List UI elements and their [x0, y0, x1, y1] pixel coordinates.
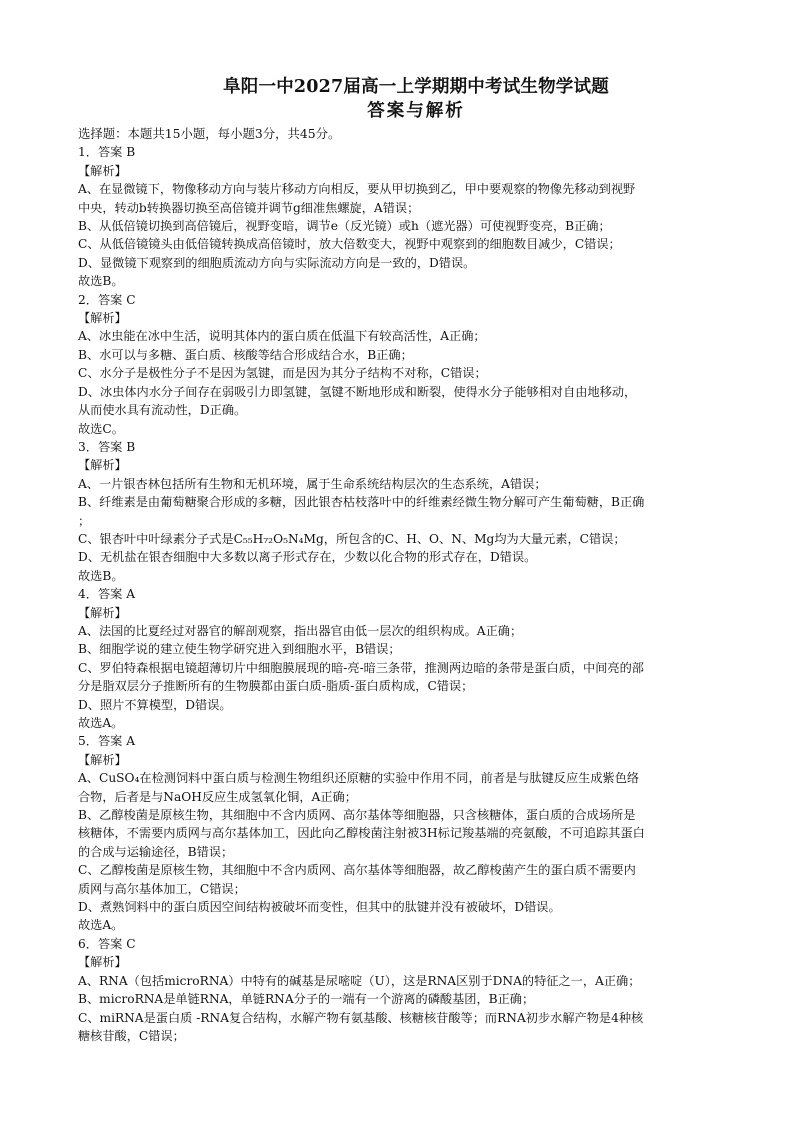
analysis-line: A、一片银杏林包括所有生物和无机环境，属于生命系统结构层次的生态系统，A错误； [78, 476, 547, 491]
analysis-line: ； [78, 513, 91, 528]
analysis-line: 从而使水具有流动性，D正确。 [78, 403, 247, 418]
analysis-line: 中央，转动b转换器切换至高倍镜并调节g细准焦螺旋，A错误； [78, 200, 420, 215]
analysis-line: 的合成与运输途径，B错误； [78, 844, 234, 859]
analysis-line: B、microRNA是单链RNA，单链RNA分子的一端有一个游离的磷酸基团，B正确； [78, 992, 535, 1007]
document-title: 阜阳一中2027届高一上学期期中考试生物学试题 [223, 77, 609, 97]
analysis-line: B、从低倍镜切换到高倍镜后，视野变暗，调节e（反光镜）或h（遮光器）可使视野变亮，B正确； [78, 219, 611, 234]
analysis-line: A、冰虫能在冰中生活，说明其体内的蛋白质在低温下有较高活性，A正确； [78, 329, 486, 344]
analysis-label: 【解析】 [78, 458, 127, 473]
analysis-label: 【解析】 [78, 163, 127, 178]
analysis-line: B、乙醇梭菌是原核生物，其细胞中不含内质网、高尔基体等细胞器，只含核糖体，蛋白质的合成场所是 [78, 808, 636, 823]
conclusion-line: 故选B。 [78, 274, 124, 289]
question-block [78, 291, 754, 438]
analysis-line: D、无机盐在银杏细胞中大多数以离子形式存在，少数以化合物的形式存在，D错误。 [78, 550, 537, 565]
analysis-label: 【解析】 [78, 605, 127, 620]
analysis-line: A、RNA（包括microRNA）中特有的碱基是尿嘧啶（U），这是RNA区别于DNA的特征之一，A正确； [78, 973, 641, 988]
analysis-line: C、从低倍镜镜头由低倍镜转换成高倍镜时，放大倍数变大，视野中观察到的细胞数目减少，C错误； [78, 237, 621, 252]
question-block [78, 732, 754, 934]
analysis-line: A、法国的比夏经过对器官的解剖观察，指出器官由低一层次的组织构成。A正确； [78, 623, 523, 638]
analysis-line: D、煮熟饲料中的蛋白质因空间结构被破坏而变性，但其中的肽键并没有被破坏，D错误。 [78, 900, 561, 915]
answer-line: 3．答案 B [78, 439, 136, 454]
answer-line: 5．答案 A [78, 734, 135, 749]
analysis-line: D、冰虫体内水分子间存在弱吸引力即氢键，氢键不断地形成和断裂，使得水分子能够相对自由地移动， [78, 384, 637, 399]
conclusion-line: 故选B。 [78, 568, 124, 583]
analysis-line: 质网与高尔基体加工，C错误； [78, 881, 246, 896]
analysis-line: A、在显微镜下，物像移动方向与装片移动方向相反，要从甲切换到乙，甲中要观察的物像先移动到视野 [78, 182, 636, 197]
analysis-line: D、照片不算模型，D错误。 [78, 697, 232, 712]
analysis-line: B、细胞学说的建立使生物学研究进入到细胞水平，B错误； [78, 642, 401, 657]
section-intro: 选择题：本题共15小题，每小题3分，共45分。 [78, 126, 341, 141]
analysis-line: C、银杏叶中叶绿素分子式是C₅₅H₇₂O₅N₄Mg，所包含的C、H、O、N、Mg均为大量元素，C错误； [78, 531, 626, 546]
analysis-line: C、水分子是极性分子不是因为氢键，而是因为其分子结构不对称，C错误； [78, 366, 487, 381]
analysis-line: B、水可以与多糖、蛋白质、核酸等结合形成结合水，B正确； [78, 347, 413, 362]
analysis-label: 【解析】 [78, 955, 127, 970]
analysis-line: 合物，后者是与NaOH反应生成氢氧化铜，A正确； [78, 789, 357, 804]
answer-line: 1．答案 B [78, 145, 136, 160]
answer-line: 2．答案 C [78, 292, 136, 307]
question-block [78, 585, 754, 732]
question-block [78, 143, 754, 290]
analysis-line: 糖核苷酸，C错误； [78, 1028, 185, 1043]
analysis-line: 核糖体，不需要内质网与高尔基体加工，因此向乙醇梭菌注射被3H标记羧基端的亮氨酸，不可追踪其蛋白 [78, 826, 645, 841]
question-list [78, 143, 754, 1045]
analysis-line: A、CuSO₄在检测饲料中蛋白质与检测生物组织还原糖的实验中作用不同，前者是与肽键反应生成紫色络 [78, 771, 640, 786]
answer-line: 4．答案 A [78, 587, 135, 602]
answer-line: 6．答案 C [78, 936, 136, 951]
conclusion-line: 故选C。 [78, 421, 124, 436]
analysis-line: C、乙醇梭菌是原核生物，其细胞中不含内质网、高尔基体等细胞器，故乙醇梭菌产生的蛋白质不需要内 [78, 863, 636, 878]
conclusion-line: 故选A。 [78, 918, 124, 933]
analysis-line: C、罗伯特森根据电镜超薄切片中细胞膜展现的暗-亮-暗三条带，推测两边暗的条带是蛋白质，中间亮的部 [78, 660, 644, 675]
conclusion-line: 故选A。 [78, 716, 124, 730]
analysis-line: C、miRNA是蛋白质 -RNA复合结构，水解产物有氨基酸、核糖核苷酸等；而RNA初步水解产物是4种核 [78, 1010, 644, 1025]
question-block [78, 935, 754, 1045]
analysis-line: D、显微镜下观察到的细胞质流动方向与实际流动方向是一致的，D错误。 [78, 255, 476, 270]
analysis-label: 【解析】 [78, 311, 127, 326]
document-subtitle: 答案与解析 [367, 101, 465, 121]
question-block [78, 438, 754, 585]
analysis-line: B、纤维素是由葡萄糖聚合形成的多糖，因此银杏枯枝落叶中的纤维素经微生物分解可产生葡萄糖，B正确 [78, 495, 645, 510]
analysis-line: 分是脂双层分子推断所有的生物膜都由蛋白质-脂质-蛋白质构成，C错误； [78, 679, 474, 694]
analysis-label: 【解析】 [78, 752, 127, 767]
